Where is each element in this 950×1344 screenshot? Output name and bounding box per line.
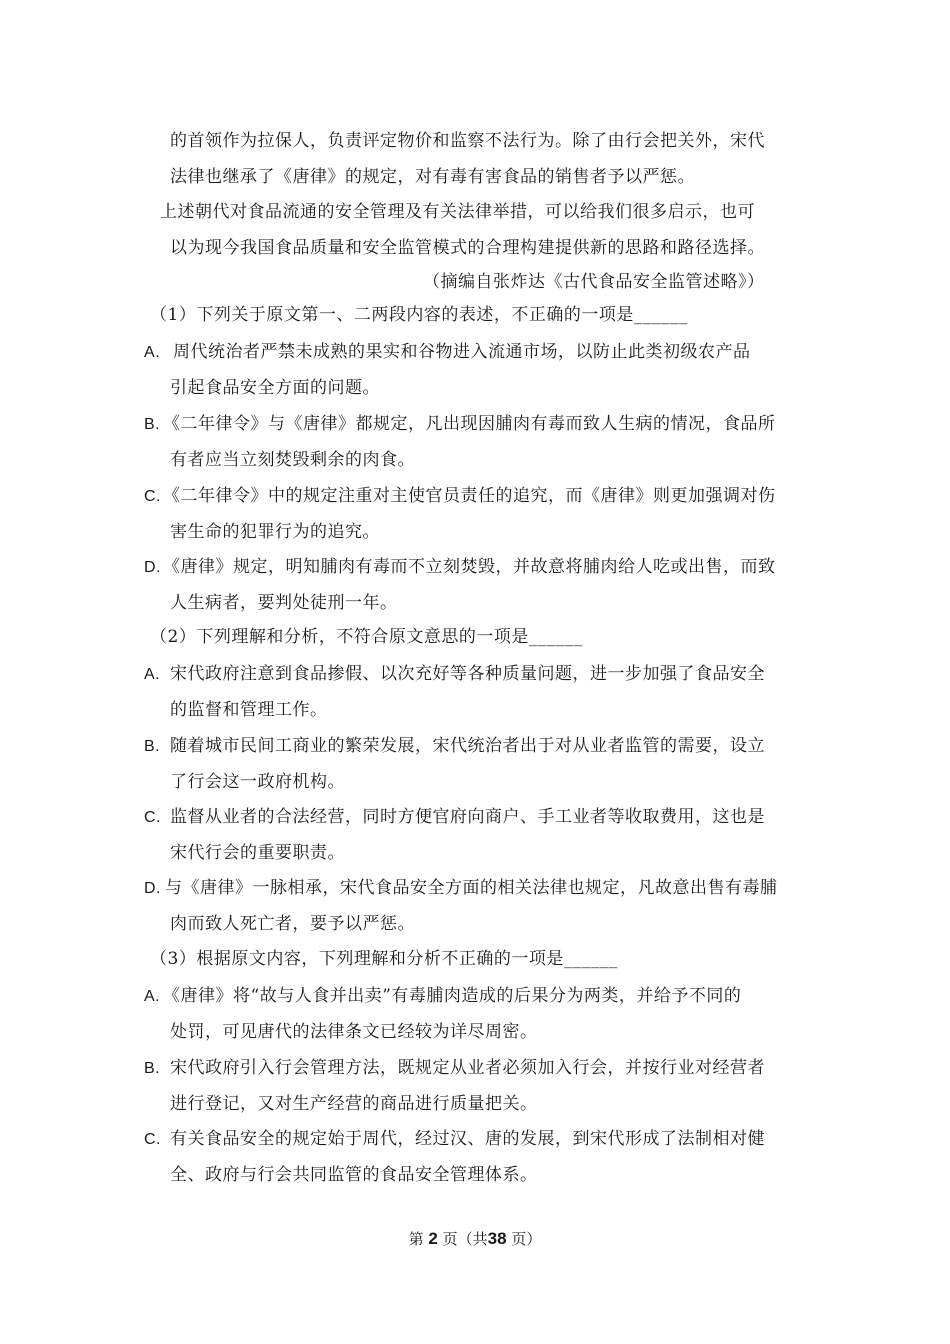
option-label: A. bbox=[144, 344, 161, 361]
option-text: 监督从业者的合法经营，同时方便官府向商户、手工业者等收取费用，这也是 bbox=[170, 807, 765, 827]
option-text: 随着城市民间工商业的繁荣发展，宋代统治者出于对从业者监管的需要，设立 bbox=[170, 736, 765, 756]
passage-source: （摘编自张炸达《古代食品安全监管述略》） bbox=[423, 272, 765, 292]
option-text: 与《唐律》一脉相承，宋代食品安全方面的相关法律也规定，凡故意出售有毒脯 bbox=[165, 878, 778, 898]
option-label: A. bbox=[144, 666, 161, 683]
option-text: 肉而致人死亡者，要予以严惩。 bbox=[170, 914, 415, 934]
page-footer bbox=[0, 1228, 950, 1250]
option-text: 有关食品安全的规定始于周代，经过汉、唐的发展，到宋代形成了法制相对健 bbox=[170, 1129, 765, 1149]
option-text: 《唐律》规定，明知脯肉有毒而不立刻焚毁，并故意将脯肉给人吃或出售，而致 bbox=[163, 557, 776, 577]
passage-line: 上述朝代对食品流通的安全管理及有关法律举措，可以给我们很多启示，也可 bbox=[160, 202, 755, 222]
footer-total-pages: 38 bbox=[487, 1229, 507, 1248]
option-label: D. bbox=[144, 880, 161, 897]
footer-suffix: 页） bbox=[511, 1230, 542, 1248]
option-label: D. bbox=[144, 559, 161, 576]
option-label: C. bbox=[144, 488, 161, 505]
option-text: 《二年律令》中的规定注重对主使官员责任的追究，而《唐律》则更加强调对伤 bbox=[163, 486, 776, 506]
passage-line: 的首领作为拉保人，负责评定物价和监察不法行为。除了由行会把关外，宋代 bbox=[170, 131, 765, 151]
option-text: 宋代政府引入行会管理方法，既规定从业者必须加入行会，并按行业对经营者 bbox=[170, 1058, 765, 1078]
option-label: B. bbox=[144, 1060, 161, 1077]
option-text: 处罚，可见唐代的法律条文已经较为详尽周密。 bbox=[170, 1022, 538, 1042]
option-text: 周代统治者严禁未成熟的果实和谷物进入流通市场，以防止此类初级农产品 bbox=[173, 342, 751, 362]
option-text: 人生病者，要判处徒刑一年。 bbox=[170, 593, 398, 613]
option-text: 害生命的犯罪行为的追究。 bbox=[170, 522, 380, 542]
option-text: 宋代政府注意到食品掺假、以次充好等各种质量问题，进一步加强了食品安全 bbox=[170, 664, 765, 684]
option-text: 《唐律》将“故与人食并出卖”有毒脯肉造成的后果分为两类，并给予不同的 bbox=[163, 986, 742, 1006]
option-text: 宋代行会的重要职责。 bbox=[170, 843, 345, 863]
question-stem: （3）根据原文内容，下列理解和分析不正确的一项是______ bbox=[150, 949, 618, 969]
question-stem: （1）下列关于原文第一、二两段内容的表述，不正确的一项是______ bbox=[150, 305, 688, 325]
passage-line: 以为现今我国食品质量和安全监管模式的合理构建提供新的思路和路径选择。 bbox=[170, 238, 765, 258]
option-label: B. bbox=[144, 738, 161, 755]
option-text: 有者应当立刻焚毁剩余的肉食。 bbox=[170, 450, 415, 470]
footer-middle: 页（共 bbox=[442, 1230, 488, 1248]
option-label: C. bbox=[144, 1131, 161, 1148]
option-text: 进行登记，又对生产经营的商品进行质量把关。 bbox=[170, 1094, 538, 1114]
question-stem: （2）下列理解和分析，不符合原文意思的一项是______ bbox=[150, 627, 583, 647]
footer-page-number: 2 bbox=[428, 1229, 438, 1248]
option-text: 了行会这一政府机构。 bbox=[170, 772, 345, 792]
option-label: C. bbox=[144, 809, 161, 826]
option-text: 引起食品安全方面的问题。 bbox=[170, 378, 380, 398]
option-text: 的监督和管理工作。 bbox=[170, 700, 328, 720]
option-label: A. bbox=[144, 988, 161, 1005]
footer-prefix: 第 bbox=[408, 1230, 424, 1248]
option-text: 《二年律令》与《唐律》都规定，凡出现因脯肉有毒而致人生病的情况，食品所 bbox=[163, 414, 776, 434]
option-label: B. bbox=[144, 416, 161, 433]
option-text: 全、政府与行会共同监管的食品安全管理体系。 bbox=[170, 1165, 538, 1185]
passage-line: 法律也继承了《唐律》的规定，对有毒有害食品的销售者予以严惩。 bbox=[170, 167, 695, 187]
